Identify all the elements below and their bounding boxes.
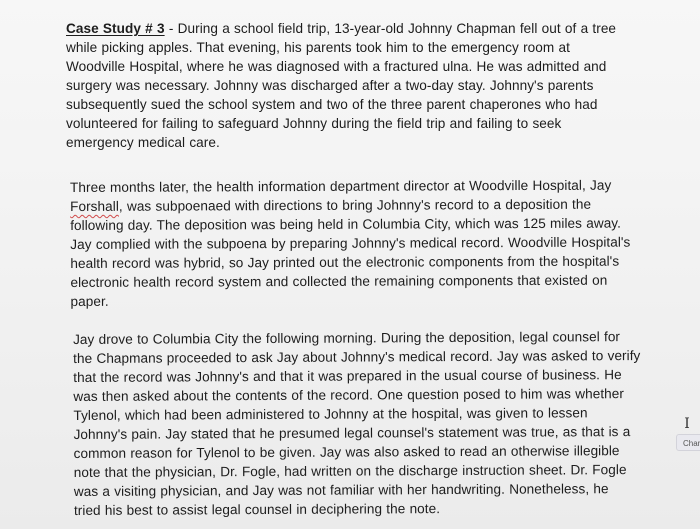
text-line: common reason for Tylenol to be given. Jay was also asked to read an otherwise illegible xyxy=(73,443,620,461)
text-line: volunteered for failing to safeguard Johnny during the field trip and failing to seek xyxy=(66,116,562,131)
paragraph-case-intro xyxy=(66,19,616,152)
text-line: note that the physician, Dr. Fogle, had written on the discharge instruction sheet. Dr. Fogle xyxy=(73,462,627,480)
text-line: emergency medical care. xyxy=(66,135,220,150)
text-line: subsequently sued the school system and two of the three parent chaperones who had xyxy=(66,97,598,112)
text-line: health record was hybrid, so Jay printed out the electronic components from the hospital's xyxy=(70,253,620,271)
text-line: Tylenol, which had been administered to Johnny at the hospital, was given to lessen xyxy=(73,405,588,423)
text-line xyxy=(66,19,616,38)
text-line: the Chapmans proceeded to ask Jay about Johnny's medical record. Jay was asked to verify xyxy=(73,348,641,366)
text-line: surgery was necessary. Johnny was discharged after a two-day stay. Johnny's parents xyxy=(66,78,594,93)
paragraph-subpoena xyxy=(70,176,631,311)
text-fragment: , was subpoenaed with directions to bring Johnny's record to a deposition the xyxy=(118,196,592,214)
text-cursor-icon: I xyxy=(684,416,690,432)
text-line: that the record was Johnny's and that it was prepared in the usual course of business. He xyxy=(73,367,622,385)
text-line: was a visiting physician, and Jay was not familiar with her handwriting. Nonetheless, he xyxy=(73,481,609,499)
text-line: following day. The deposition was being held in Columbia City, which was 125 miles away. xyxy=(70,215,622,233)
paragraph-deposition xyxy=(73,327,641,520)
text-line: while picking apples. That evening, his parents took him to the emergency room at xyxy=(66,40,570,55)
text-line: was then asked about the contents of the record. One question posed to him was whether xyxy=(73,386,624,404)
case-study-heading: Case Study # 3 xyxy=(66,21,165,36)
text-line: electronic health record system and collected the remaining components that existed on xyxy=(70,272,608,290)
text-line: Jay complied with the subpoena by preparing Johnny's medical record. Woodville Hospital's xyxy=(70,234,631,252)
text-line: Three months later, the health information department director at Woodville Hospital, Jay xyxy=(70,177,612,195)
side-panel-tab[interactable]: Char xyxy=(676,434,700,451)
text-line: Johnny's pain. Jay stated that he presumed legal counsel's statement was true, as that is a xyxy=(73,424,631,442)
text-line: tried his best to assist legal counsel in deciphering the note. xyxy=(73,501,441,518)
text-line: Jay drove to Columbia City the following morning. During the deposition, legal counsel for xyxy=(73,329,621,347)
text-fragment: - During a school field trip, 13-year-old Johnny Chapman fell out of a tree xyxy=(164,21,617,36)
spellcheck-word: Forshall xyxy=(70,198,119,214)
text-line xyxy=(70,195,630,216)
text-line: Woodville Hospital, where he was diagnosed with a fractured ulna. He was admitted and xyxy=(66,59,607,74)
text-line: paper. xyxy=(70,293,109,309)
